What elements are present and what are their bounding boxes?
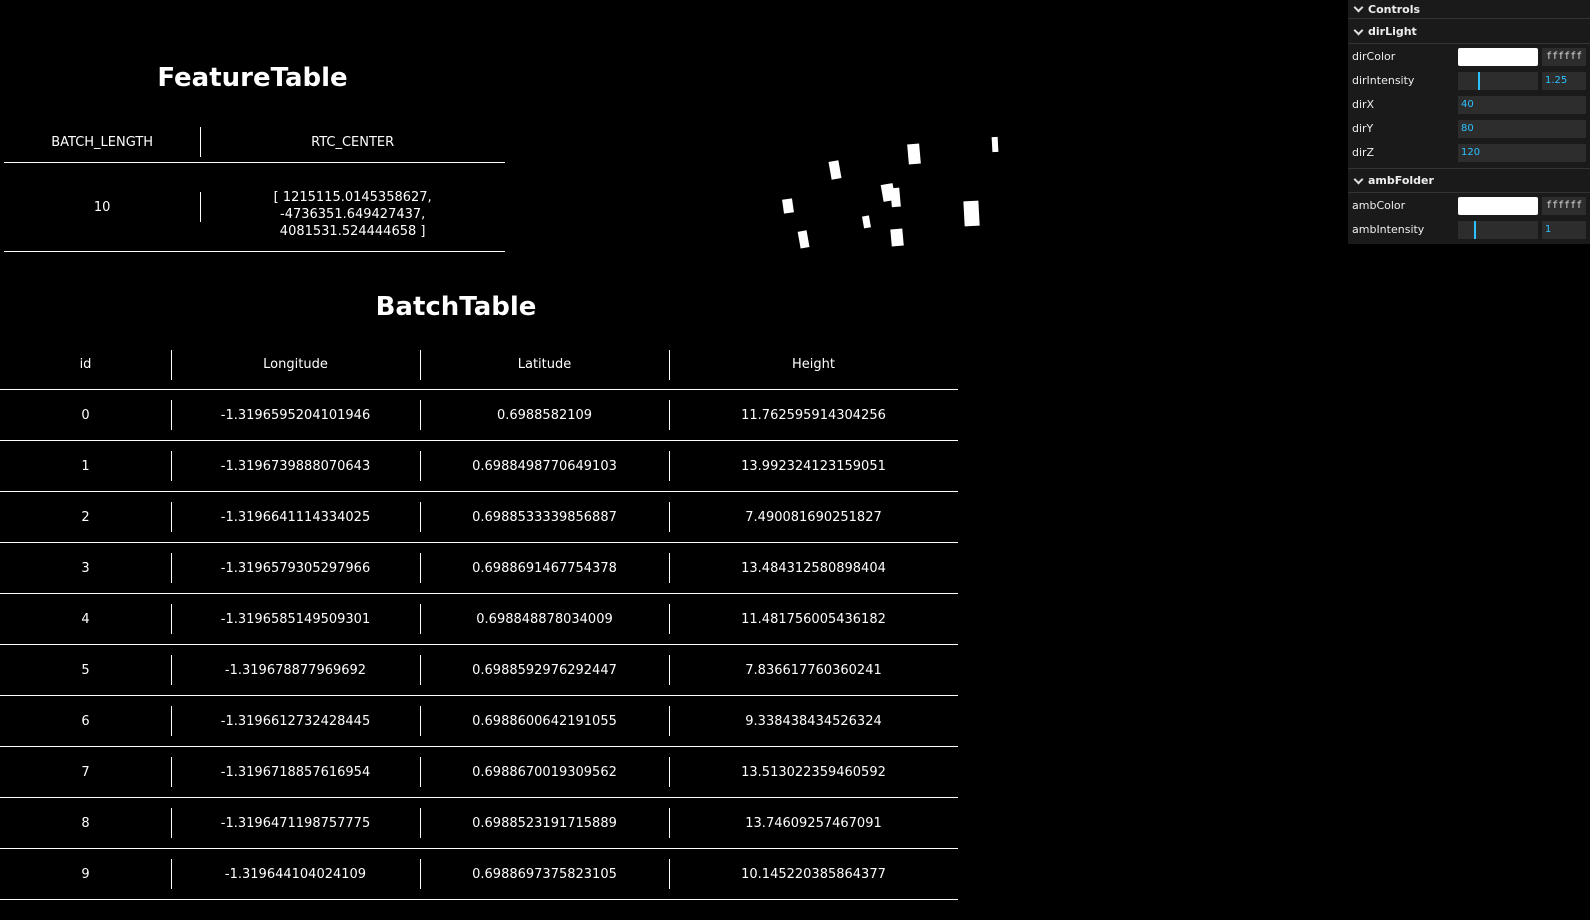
cell-height: 11.762595914304256 bbox=[669, 390, 958, 441]
dir-z-label: dirZ bbox=[1352, 146, 1375, 159]
building-mesh[interactable] bbox=[890, 188, 901, 208]
dir-x-row bbox=[1348, 93, 1590, 116]
feature-table-title: FeatureTable bbox=[157, 63, 348, 93]
batch-table-title: BatchTable bbox=[375, 292, 537, 322]
amb-color-row bbox=[1348, 194, 1590, 217]
table-row bbox=[0, 390, 958, 441]
dir-z-row bbox=[1348, 141, 1590, 164]
cell-height: 7.836617760360241 bbox=[669, 645, 958, 696]
dir-x-label: dirX bbox=[1352, 98, 1375, 111]
building-mesh[interactable] bbox=[782, 198, 794, 213]
table-row bbox=[0, 492, 958, 543]
cell-id: 3 bbox=[0, 543, 171, 594]
cell-latitude: 0.6988600642191055 bbox=[420, 696, 669, 747]
cell-longitude: -1.319644104024109 bbox=[171, 849, 420, 900]
slider-handle[interactable] bbox=[1474, 221, 1476, 239]
dir-z-input[interactable]: 120 bbox=[1458, 144, 1586, 162]
batch-table bbox=[0, 340, 958, 900]
folder-amb[interactable] bbox=[1348, 168, 1590, 193]
feature-row bbox=[4, 163, 505, 252]
cell-height: 10.145220385864377 bbox=[669, 849, 958, 900]
chevron-down-icon bbox=[1354, 3, 1364, 13]
cell-id: 0 bbox=[0, 390, 171, 441]
cell-latitude: 0.6988533339856887 bbox=[420, 492, 669, 543]
building-mesh[interactable] bbox=[829, 160, 842, 179]
amb-intensity-label: ambIntensity bbox=[1352, 223, 1425, 236]
folder-dirlight-label: dirLight bbox=[1368, 25, 1417, 38]
table-row bbox=[0, 747, 958, 798]
table-row bbox=[0, 441, 958, 492]
building-mesh[interactable] bbox=[963, 201, 979, 227]
cell-id: 9 bbox=[0, 849, 171, 900]
building-mesh[interactable] bbox=[992, 137, 999, 152]
dir-y-label: dirY bbox=[1352, 122, 1374, 135]
amb-color-hex-input[interactable]: ffffff bbox=[1542, 197, 1586, 215]
cell-height: 13.74609257467091 bbox=[669, 798, 958, 849]
cell-id: 2 bbox=[0, 492, 171, 543]
cell-longitude: -1.3196585149509301 bbox=[171, 594, 420, 645]
cell-id: 6 bbox=[0, 696, 171, 747]
chevron-down-icon bbox=[1354, 25, 1364, 35]
cell-latitude: 0.6988523191715889 bbox=[420, 798, 669, 849]
batch-header-latitude: Latitude bbox=[420, 340, 669, 390]
cell-height: 11.481756005436182 bbox=[669, 594, 958, 645]
cell-height: 13.992324123159051 bbox=[669, 441, 958, 492]
cell-latitude: 0.6988691467754378 bbox=[420, 543, 669, 594]
dir-intensity-slider[interactable] bbox=[1458, 72, 1538, 90]
amb-intensity-row bbox=[1348, 218, 1590, 241]
building-mesh[interactable] bbox=[862, 215, 871, 228]
cell-height: 7.490081690251827 bbox=[669, 492, 958, 543]
building-mesh[interactable] bbox=[798, 230, 810, 248]
amb-intensity-slider[interactable] bbox=[1458, 221, 1538, 239]
cell-latitude: 0.6988592976292447 bbox=[420, 645, 669, 696]
amb-intensity-input[interactable]: 1 bbox=[1542, 221, 1586, 239]
batch-header-longitude: Longitude bbox=[171, 340, 420, 390]
dir-intensity-label: dirIntensity bbox=[1352, 74, 1415, 87]
slider-handle[interactable] bbox=[1478, 72, 1480, 90]
folder-dirlight[interactable] bbox=[1348, 20, 1590, 44]
chevron-down-icon bbox=[1354, 174, 1364, 184]
batch-table-body bbox=[0, 390, 958, 900]
cell-id: 4 bbox=[0, 594, 171, 645]
cell-latitude: 0.6988697375823105 bbox=[420, 849, 669, 900]
table-row bbox=[0, 645, 958, 696]
cell-latitude: 0.6988670019309562 bbox=[420, 747, 669, 798]
folder-amb-label: ambFolder bbox=[1368, 174, 1434, 187]
cell-longitude: -1.3196471198757775 bbox=[171, 798, 420, 849]
dir-color-label: dirColor bbox=[1352, 50, 1396, 63]
cell-height: 13.513022359460592 bbox=[669, 747, 958, 798]
cell-height: 13.484312580898404 bbox=[669, 543, 958, 594]
batch-header-id: id bbox=[0, 340, 171, 390]
cell-longitude: -1.3196579305297966 bbox=[171, 543, 420, 594]
amb-color-swatch[interactable] bbox=[1458, 197, 1538, 215]
table-row bbox=[0, 849, 958, 900]
dir-intensity-row bbox=[1348, 69, 1590, 92]
dir-y-input[interactable]: 80 bbox=[1458, 120, 1586, 138]
table-row bbox=[0, 543, 958, 594]
controls-panel bbox=[1348, 0, 1590, 244]
cell-longitude: -1.3196612732428445 bbox=[171, 696, 420, 747]
cell-id: 1 bbox=[0, 441, 171, 492]
cell-longitude: -1.3196595204101946 bbox=[171, 390, 420, 441]
cell-latitude: 0.698848878034009 bbox=[420, 594, 669, 645]
cell-longitude: -1.319678877969692 bbox=[171, 645, 420, 696]
cell-id: 8 bbox=[0, 798, 171, 849]
rtc-center-value bbox=[200, 163, 505, 252]
cell-longitude: -1.3196718857616954 bbox=[171, 747, 420, 798]
3d-viewport[interactable] bbox=[770, 120, 1030, 260]
amb-color-label: ambColor bbox=[1352, 199, 1406, 212]
cell-longitude: -1.3196641114334025 bbox=[171, 492, 420, 543]
building-mesh[interactable] bbox=[907, 144, 921, 165]
dir-x-input[interactable]: 40 bbox=[1458, 96, 1586, 114]
cell-longitude: -1.3196739888070643 bbox=[171, 441, 420, 492]
dir-color-swatch[interactable] bbox=[1458, 48, 1538, 66]
feature-header-batch-length: BATCH_LENGTH bbox=[4, 122, 200, 163]
dir-color-row bbox=[1348, 45, 1590, 68]
rtc-center-line: 4081531.524444658 ] bbox=[279, 223, 426, 239]
controls-title: Controls bbox=[1368, 2, 1421, 16]
table-row bbox=[0, 798, 958, 849]
cell-latitude: 0.6988582109 bbox=[420, 390, 669, 441]
table-row bbox=[0, 594, 958, 645]
controls-header[interactable] bbox=[1348, 0, 1590, 19]
batch-length-value: 10 bbox=[4, 163, 200, 252]
dir-color-hex-input[interactable]: ffffff bbox=[1542, 48, 1586, 66]
feature-header-rtc-center: RTC_CENTER bbox=[200, 122, 505, 163]
building-mesh[interactable] bbox=[890, 229, 903, 247]
dir-intensity-input[interactable]: 1.25 bbox=[1542, 72, 1586, 90]
table-row bbox=[0, 696, 958, 747]
cell-height: 9.338438434526324 bbox=[669, 696, 958, 747]
batch-header-height: Height bbox=[669, 340, 958, 390]
rtc-center-line: -4736351.649427437, bbox=[280, 206, 426, 222]
cell-id: 7 bbox=[0, 747, 171, 798]
cell-latitude: 0.6988498770649103 bbox=[420, 441, 669, 492]
cell-id: 5 bbox=[0, 645, 171, 696]
dir-y-row bbox=[1348, 117, 1590, 140]
rtc-center-line: [ 1215115.0145358627, bbox=[273, 189, 432, 205]
feature-table bbox=[4, 122, 505, 252]
